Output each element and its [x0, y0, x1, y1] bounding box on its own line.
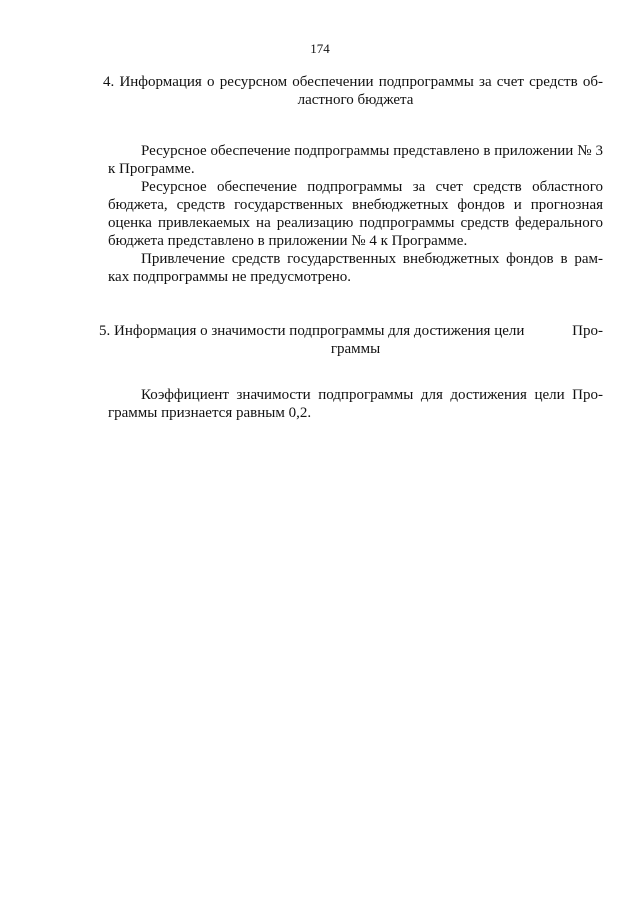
section-4-heading-line-1: 4. Информация о ресурсном обеспечении подпрограммы за счет средств об- — [103, 74, 603, 90]
section-5-heading-line-1 — [99, 322, 603, 340]
page-content — [99, 73, 603, 422]
page-number: 174 — [310, 41, 330, 56]
section-5-heading — [99, 322, 603, 358]
section-4-heading-line-2: ластного бюджета — [297, 92, 414, 108]
section-4-paragraph-2: Ресурсное обеспечение подпрограммы за счет средств областного бюджета, средств государственных внебюджетных фондов и прогнозная оценка привлекаемых на реализацию подпрограммы средств федерального бюджета представлено в приложении № 4 к Программе. — [108, 179, 603, 249]
section-5-heading-line-2: граммы — [330, 341, 381, 357]
section-4-paragraph-3: Привлечение средств государственных внебюджетных фондов в рам-ках подпрограммы не предусмотрено. — [108, 251, 603, 285]
section-5-heading-main: 5. Информация о значимости подпрограммы для достижения цели — [99, 323, 525, 339]
section-4-heading — [103, 73, 603, 109]
section-4-paragraph-1: Ресурсное обеспечение подпрограммы представлено в приложении № 3 к Программе. — [108, 143, 603, 177]
section-5-heading-end: Про- — [572, 323, 603, 339]
section-5-body — [108, 386, 603, 422]
section-5-paragraph-1: Коэффициент значимости подпрограммы для достижения цели Про-граммы признается равным 0,2. — [108, 387, 603, 421]
section-4-body — [108, 142, 603, 286]
